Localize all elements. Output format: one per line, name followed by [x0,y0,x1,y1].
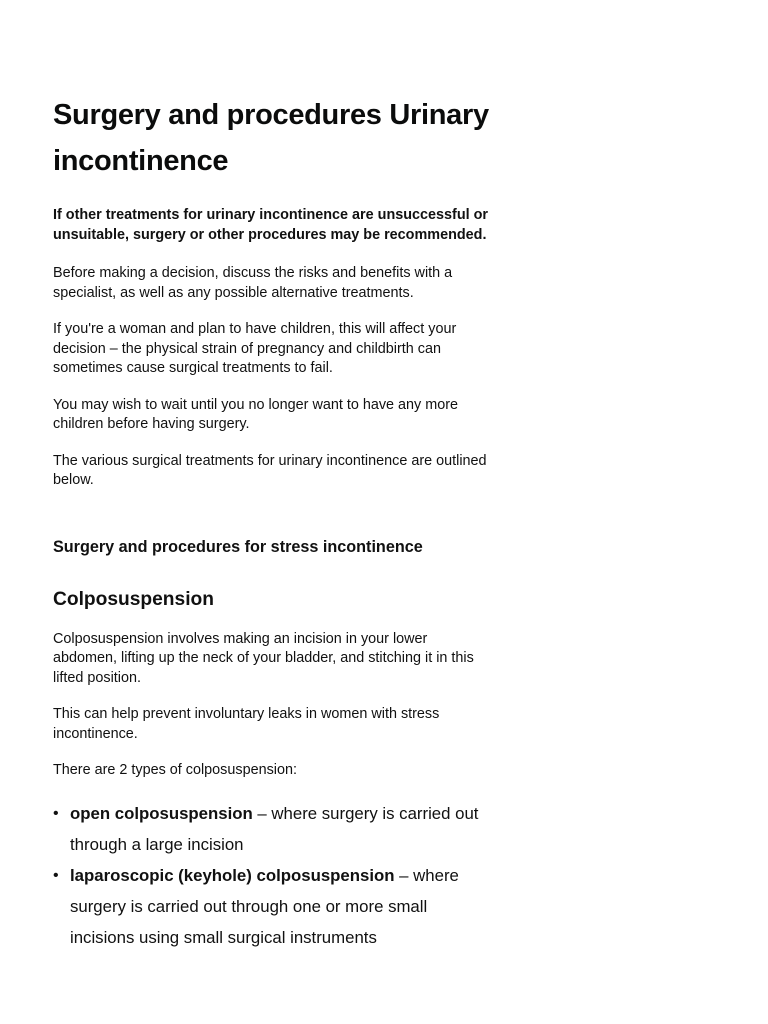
intro-paragraph: Before making a decision, discuss the risks and benefits with a specialist, as well as any possible alternative treatments. [53,265,453,301]
spacer [53,613,493,630]
list-item-description: – where surgery is carried out through one or more small incisions using small surgical instruments [70,865,459,947]
list-item [53,860,493,953]
list-item-term: laparoscopic (keyhole) colposuspension [70,865,395,885]
intro-paragraph: You may wish to wait until you no longer want to have any more children before having surgery. [53,396,459,432]
body-paragraph: There are 2 types of colposuspension: [53,762,297,778]
body-paragraph: This can help prevent involuntary leaks in women with stress incontinence. [53,706,440,742]
article [53,92,493,953]
bullet-icon: • [53,866,59,884]
body-paragraph: Colposuspension involves making an incision in your lower abdomen, lifting up the neck of your bladder, and stitching it in this lifted position. [53,630,474,686]
bullet-icon: • [53,804,59,822]
section-heading: Surgery and procedures for stress incontinence [53,537,423,556]
list-item [53,798,493,860]
intro-paragraph: If you're a woman and plan to have children, this will affect your decision – the physical strain of pregnancy and childbirth can sometimes cause surgical treatments to fail. [53,321,457,376]
intro-paragraph: The various surgical treatments for urinary incontinence are outlined below. [53,452,487,488]
page-title: Surgery and procedures Urinary incontinence [53,99,489,177]
list-item-description: – where surgery is carried out through a large incision [70,803,479,854]
colposuspension-types-list [53,798,493,953]
list-item-term: open colposuspension [70,803,253,823]
lead-paragraph: If other treatments for urinary incontinence are unsuccessful or unsuitable, surgery or other procedures may be recommended. [53,207,489,243]
subsection-heading: Colposuspension [53,588,214,610]
